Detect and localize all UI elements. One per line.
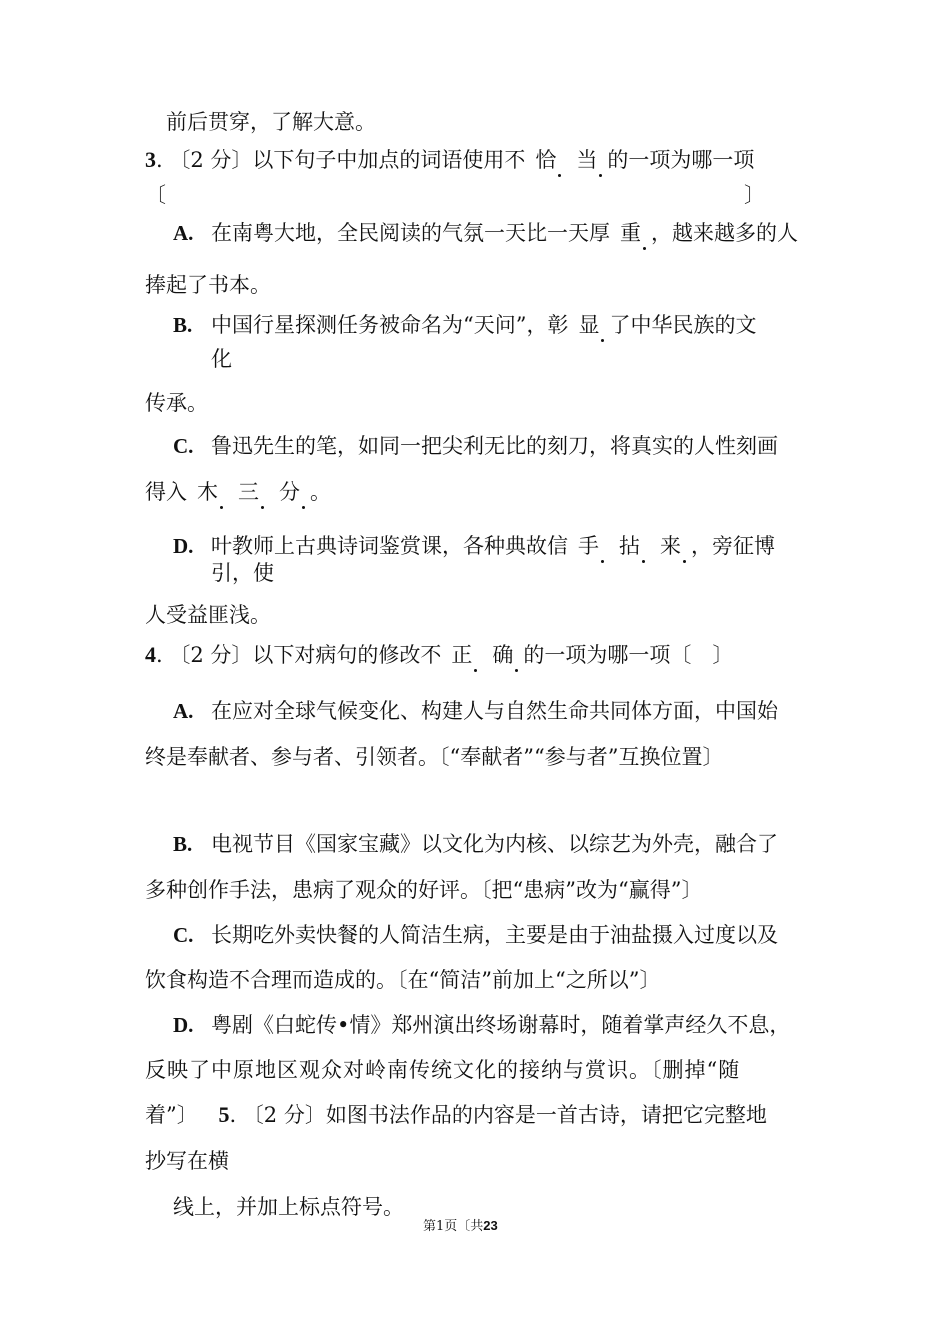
- answer-paren-close: [744, 181, 765, 209]
- dotted-char: 恰: [525, 146, 566, 174]
- dotted-char: 当: [566, 146, 607, 174]
- option-text: ，越来越多的人: [651, 221, 798, 245]
- option-text: 多种创作手法，患病了观众的好评。〔把“患病”改为“赢得”〕: [145, 878, 703, 902]
- option-3d-wrap: [211, 559, 274, 587]
- dotted-char: 手: [568, 532, 609, 560]
- stem-text: 抄写在横: [145, 1149, 229, 1173]
- option-4c-cont: [145, 966, 660, 994]
- option-4c: [173, 921, 778, 949]
- dotted-char: 分: [269, 478, 310, 506]
- option-text: 长期吃外卖快餐的人简洁生病，主要是由于油盐摄入过度以及: [211, 923, 778, 947]
- option-text: 在应对全球气候变化、构建人与自然生命共同体方面，中国始: [211, 699, 778, 723]
- option-text: 捧起了书本。: [145, 273, 271, 297]
- option-text: 化: [211, 347, 232, 371]
- option-text: 着”〕: [145, 1103, 198, 1127]
- dotted-char: 显: [568, 311, 609, 339]
- option-label: D.: [173, 1013, 194, 1037]
- option-4d: [173, 1011, 790, 1039]
- option-4d-cont: [145, 1056, 740, 1084]
- option-label: D.: [173, 534, 194, 558]
- option-text: 得入: [145, 480, 187, 504]
- question-number: 5: [218, 1102, 230, 1127]
- option-text: 鲁迅先生的笔，如同一把尖利无比的刻刀，将真实的人性刻画: [211, 434, 778, 458]
- text-line: [166, 108, 376, 136]
- option-4a-cont: [145, 743, 723, 771]
- option-label: B.: [173, 313, 193, 337]
- option-label: A.: [173, 699, 194, 723]
- option-text: 终是奉献者、参与者、引领者。〔“奉献者”“参与者”互换位置〕: [145, 745, 724, 769]
- option-3d-cont: [145, 601, 271, 629]
- stem-text: . 〔2 分〕以下句子中加点的词语使用不: [156, 148, 526, 172]
- paren: 〔: [145, 183, 166, 207]
- option-text: 。: [310, 480, 331, 504]
- footer-text: 第1页〔共: [423, 1219, 484, 1234]
- option-3a-cont: [145, 271, 271, 299]
- option-4a: [173, 697, 778, 725]
- line-text: 前后贯穿，了解大意。: [166, 110, 376, 134]
- option-text: 叶教师上古典诗词鉴赏课，各种典故信: [211, 534, 568, 558]
- option-text: 电视节目《国家宝藏》以文化为内核、以综艺为外壳，融合了: [211, 832, 778, 856]
- option-text: 人受益匪浅。: [145, 603, 271, 627]
- stem-text: 的一项为哪一项: [607, 148, 755, 172]
- question-number: 3: [145, 147, 156, 172]
- stem-text: . 〔2 分〕以下对病句的修改不: [156, 643, 442, 667]
- option-3b-cont: [145, 389, 208, 417]
- option-label: C.: [173, 923, 194, 947]
- option-4b: [173, 830, 778, 858]
- stem-text: 线上，并加上标点符号。: [173, 1195, 404, 1219]
- option-3c-cont: [145, 478, 331, 506]
- footer-total: 23: [483, 1218, 498, 1233]
- option-text: 引，使: [211, 561, 274, 585]
- option-label: C.: [173, 434, 194, 458]
- option-text: 在南粤大地，全民阅读的气氛一天比一天厚: [211, 221, 610, 245]
- dotted-char: 来: [650, 532, 691, 560]
- dotted-char: 拈: [609, 532, 650, 560]
- option-text: ，旁征博: [691, 534, 775, 558]
- option-3c: [173, 432, 778, 460]
- stem-text: . 〔2 分〕如图书法作品的内容是一首古诗，请把它完整地: [229, 1103, 767, 1127]
- option-text: 粤剧《白蛇传•情》郑州演出终场谢幕时，随着掌声经久不息，: [211, 1013, 791, 1037]
- option-label: A.: [173, 221, 194, 245]
- dotted-char: 三: [228, 478, 269, 506]
- option-4b-cont: [145, 876, 702, 904]
- option-text: 传承。: [145, 391, 208, 415]
- option-text: 反映了中原地区观众对岭南传统文化的接纳与赏识。〔删掉“随: [145, 1058, 741, 1082]
- question-4-stem: [145, 641, 733, 669]
- option-text: 了中华民族的文: [609, 313, 757, 337]
- question-3-stem: [145, 146, 754, 174]
- question-number: 4: [145, 642, 156, 667]
- dotted-char: 确: [482, 641, 523, 669]
- paren: 〕: [744, 183, 765, 207]
- dotted-char: 木: [187, 478, 228, 506]
- option-label: B.: [173, 832, 193, 856]
- question-5-cont: [145, 1147, 229, 1175]
- option-text: 中国行星探测任务被命名为“天问”，彰: [211, 313, 569, 337]
- option-3d: [173, 532, 775, 560]
- option-text: 饮食构造不合理而造成的。〔在“简洁”前加上“之所以”〕: [145, 968, 661, 992]
- dotted-char: 重: [610, 219, 651, 247]
- answer-paren-open: [145, 181, 166, 209]
- option-4d-cont-and-question-5: [145, 1101, 767, 1129]
- stem-text: 的一项为哪一项〔 〕: [523, 643, 734, 667]
- option-3b: [173, 311, 756, 339]
- dotted-char: 正: [441, 641, 482, 669]
- option-3a: [173, 219, 798, 247]
- option-3b-wrap: [211, 345, 232, 373]
- page-footer: [423, 1217, 498, 1236]
- question-5-cont2: [173, 1193, 404, 1221]
